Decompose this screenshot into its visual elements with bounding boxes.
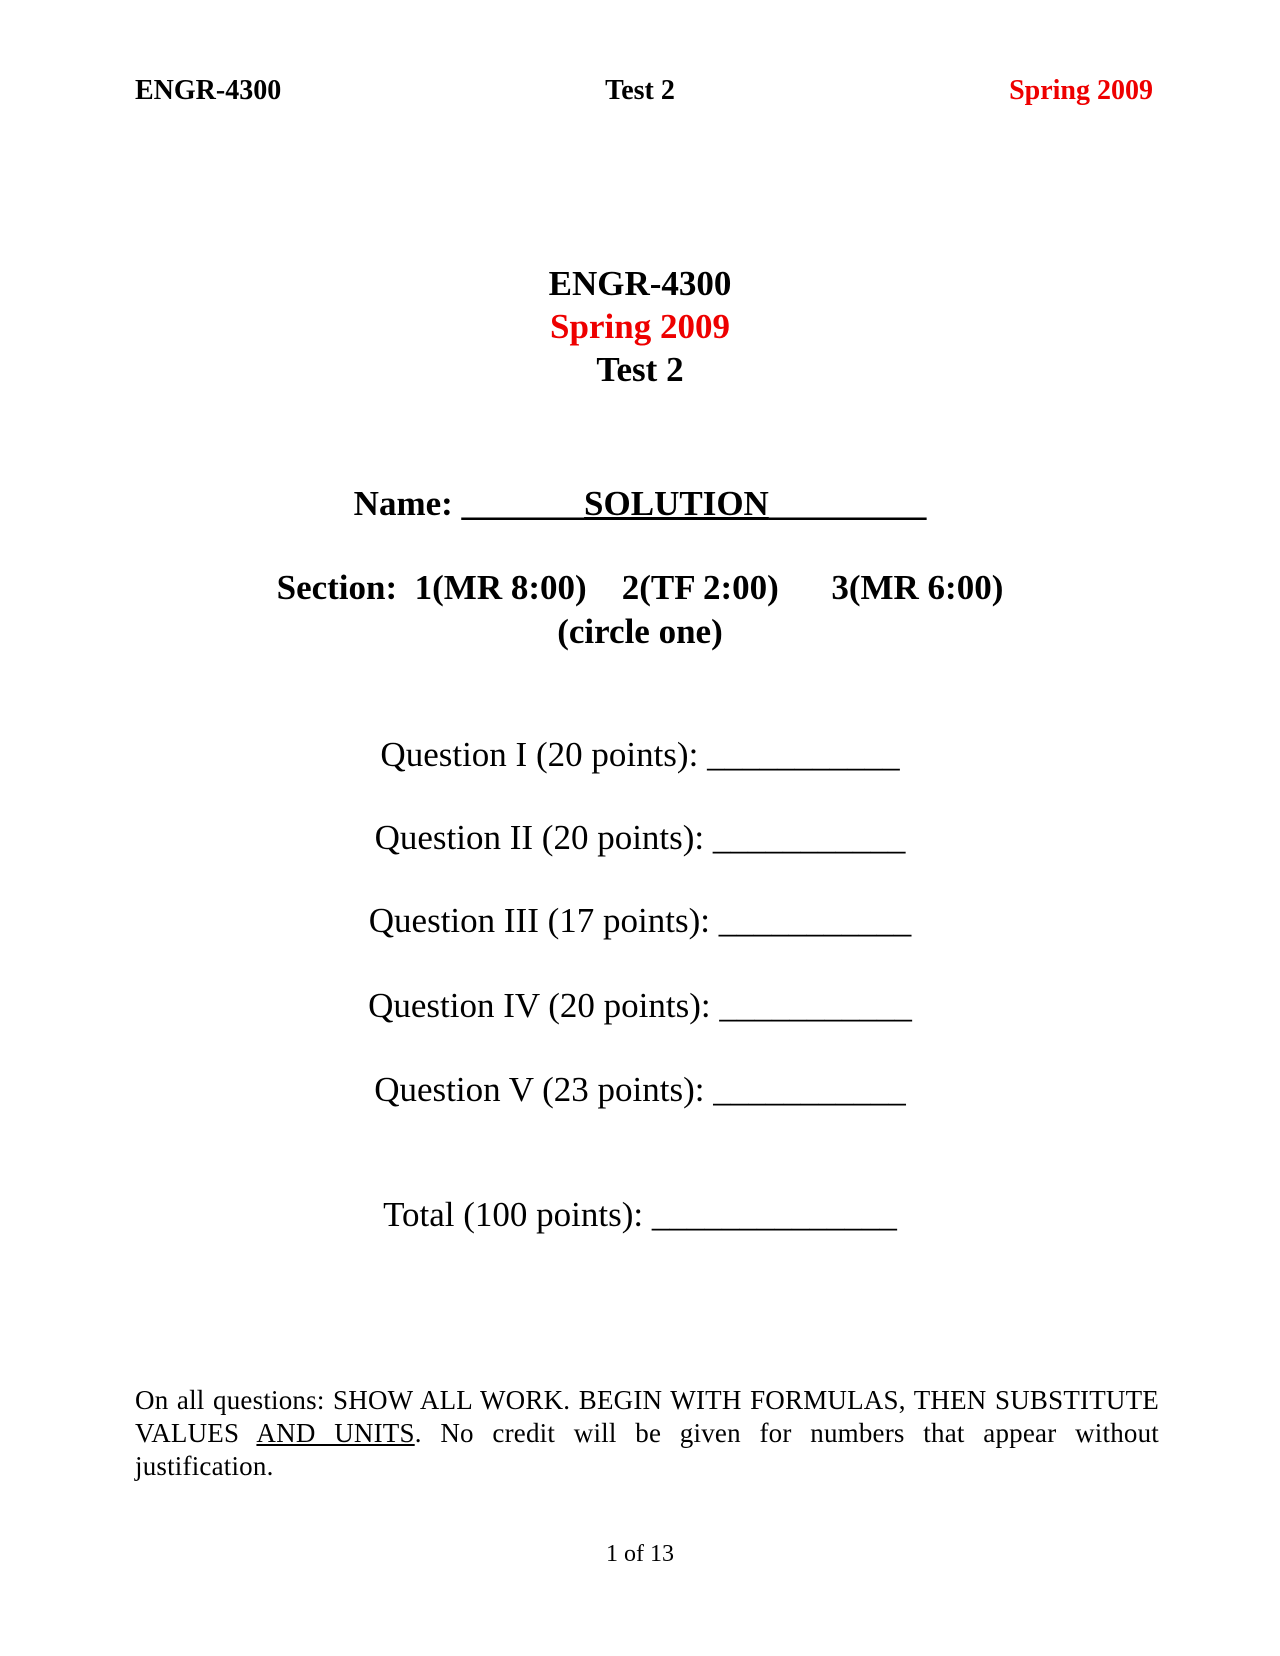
score-blank: ___________ [707,735,900,774]
section-field [0,566,1280,610]
section-option-1: 1(MR 8:00) [414,568,587,607]
instructions-underlined: AND UNITS [256,1418,415,1448]
name-trail-blank: _________ [768,484,927,523]
title-block [0,262,1280,391]
score-question-1 [0,733,1280,777]
score-question-3 [0,899,1280,943]
score-label: Question I (20 points): [380,735,708,774]
score-blank: ___________ [713,1070,906,1109]
instructions-part-2: . No credit will be given for numbers that appear without justification. [135,1418,1160,1481]
score-blank: ___________ [719,986,912,1025]
section-label: Section: [276,568,398,607]
score-total [0,1193,1280,1237]
score-label: Question IV (20 points): [368,986,720,1025]
section-note: (circle one) [557,612,723,651]
name-label: Name: [353,484,462,523]
section-option-2: 2(TF 2:00) [621,568,779,607]
instructions-part-1: On all questions: SHOW ALL WORK. BEGIN WITH FORMULAS, THEN SUBSTITUTE VALUES [135,1385,1159,1448]
score-label: Question III (17 points): [368,901,719,940]
title-test: Test 2 [596,350,684,389]
title-term: Spring 2009 [550,307,730,346]
total-blank: ______________ [651,1195,897,1234]
instructions-paragraph [135,1384,1159,1483]
page-number: 1 of 13 [606,1541,674,1567]
score-label: Question II (20 points): [374,818,713,857]
score-label: Question V (23 points): [374,1070,714,1109]
score-question-5 [0,1068,1280,1112]
header-term: Spring 2009 [1009,75,1153,106]
score-blank: ___________ [718,901,912,940]
score-question-2 [0,816,1280,860]
header-course: ENGR-4300 [135,75,282,106]
title-course: ENGR-4300 [548,264,732,303]
score-blank: ___________ [712,818,906,857]
score-question-4 [0,984,1280,1028]
name-field [0,482,1280,526]
name-value: SOLUTION [584,484,769,523]
total-label: Total (100 points): [383,1195,652,1234]
name-lead-blank: _______ [461,484,585,523]
header-test: Test 2 [605,75,675,106]
section-option-3: 3(MR 6:00) [831,568,1004,607]
